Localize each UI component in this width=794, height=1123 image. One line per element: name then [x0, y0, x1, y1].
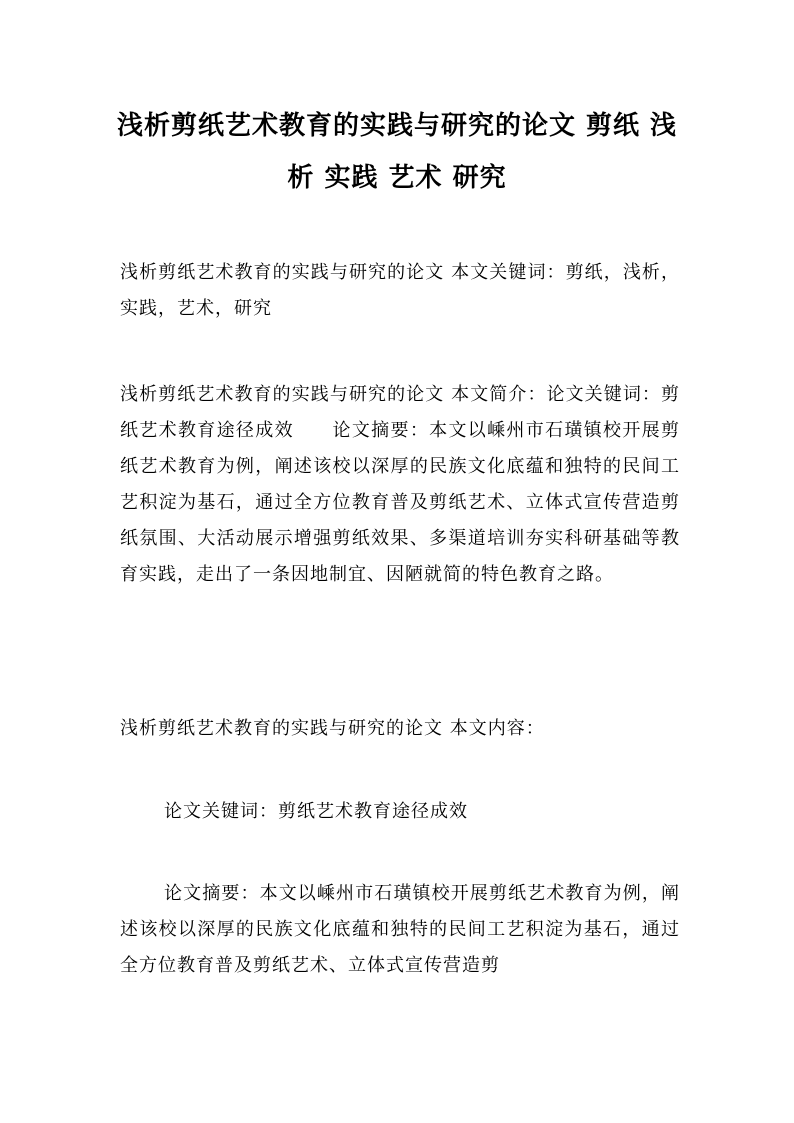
- document-title: 浅析剪纸艺术教育的实践与研究的论文 剪纸 浅析 实践 艺术 研究: [116, 111, 678, 193]
- content-heading: 浅析剪纸艺术教育的实践与研究的论文 本文内容：: [120, 718, 545, 739]
- content-abstract-paragraph: 论文摘要：本文以嵊州市石璜镇校开展剪纸艺术教育为例，阐述该校以深厚的民族文化底蕴和独特的民间工艺积淀为基石，通过全方位教育普及剪纸艺术、立体式宣传营造剪: [120, 883, 680, 976]
- summary-paragraph: 浅析剪纸艺术教育的实践与研究的论文 本文简介：论文关键词：剪纸艺术教育途径成效 论文摘要：本文以嵊州市石璜镇校开展剪纸艺术教育为例，阐述该校以深厚的民族文化底蕴和独特的民间工艺积淀为基石，通过全方位教育普及剪纸艺术、立体式宣传营造剪纸氛围、大活动展示增强剪纸效果、多渠道培训夯实科研基础等教育实践，走出了一条因地制宜、因陋就简的特色教育之路。: [120, 384, 680, 585]
- content-keywords-paragraph: 论文关键词：剪纸艺术教育途径成效: [164, 801, 468, 822]
- keywords-paragraph: 浅析剪纸艺术教育的实践与研究的论文 本文关键词：剪纸，浅析，实践，艺术，研究: [120, 262, 680, 319]
